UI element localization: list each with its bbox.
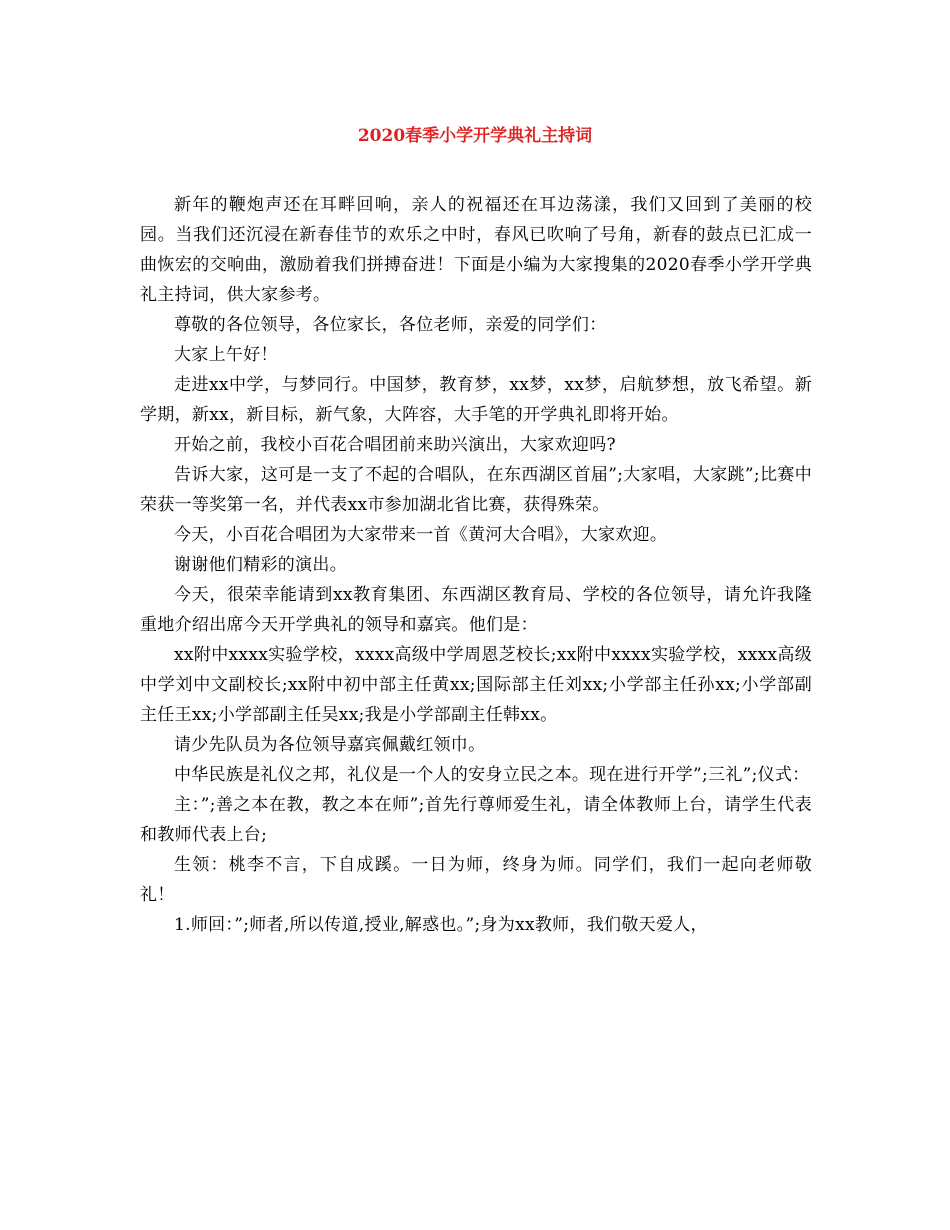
paragraph: 告诉大家，这可是一支了不起的合唱队，在东西湖区首届”;大家唱，大家跳”;比赛中荣获一等奖第一名，并代表xx市参加湖北省比赛，获得殊荣。 bbox=[140, 465, 812, 515]
paragraph: 今天，很荣幸能请到xx教育集团、东西湖区教育局、学校的各位领导，请允许我隆重地介绍出席今天开学典礼的领导和嘉宾。他们是： bbox=[140, 585, 812, 635]
paragraph: 1.师回：”;师者,所以传道,授业,解惑也。”;身为xx教师，我们敬天爱人， bbox=[174, 915, 708, 935]
paragraph: 中华民族是礼仪之邦，礼仪是一个人的安身立民之本。现在进行开学”;三礼”;仪式： bbox=[174, 765, 810, 785]
paragraph: 尊敬的各位领导，各位家长，各位老师，亲爱的同学们： bbox=[174, 315, 607, 335]
document-title: 2020春季小学开学典礼主持词 bbox=[357, 126, 593, 146]
paragraph: 新年的鞭炮声还在耳畔回响，亲人的祝福还在耳边荡漾，我们又回到了美丽的校园。当我们还沉浸在新春佳节的欢乐之中时，春风已吹响了号角，新春的鼓点已汇成一曲恢宏的交响曲，激励着我们拼搏奋进！下面是小编为大家搜集的2020春季小学开学典礼主持词，供大家参考。 bbox=[140, 195, 812, 305]
paragraph: 今天，小百花合唱团为大家带来一首《黄河大合唱》，大家欢迎。 bbox=[174, 525, 668, 545]
paragraph: 生领：桃李不言，下自成蹊。一日为师，终身为师。同学们，我们一起向老师敬礼！ bbox=[140, 855, 812, 905]
paragraph: 谢谢他们精彩的演出。 bbox=[174, 555, 347, 575]
document-body bbox=[140, 190, 812, 940]
paragraph: 请少先队员为各位领导嘉宾佩戴红领巾。 bbox=[174, 735, 486, 755]
paragraph: 开始之前，我校小百花合唱团前来助兴演出，大家欢迎吗? bbox=[174, 435, 616, 455]
paragraph: 走进xx中学，与梦同行。中国梦，教育梦，xx梦，xx梦，启航梦想，放飞希望。新学期，新xx，新目标，新气象，大阵容，大手笔的开学典礼即将开始。 bbox=[140, 375, 812, 425]
paragraph: 主：”;善之本在教，教之本在师”;首先行尊师爱生礼，请全体教师上台，请学生代表和教师代表上台; bbox=[140, 795, 812, 845]
paragraph: 大家上午好！ bbox=[174, 345, 278, 365]
paragraph: xx附中xxxx实验学校，xxxx高级中学周恩芝校长;xx附中xxxx实验学校，xxxx高级中学刘中文副校长;xx附中初中部主任黄xx;国际部主任刘xx;小学部主任孙xx;小学部副主任王xx;小学部副主任吴xx;我是小学部副主任韩xx。 bbox=[140, 645, 812, 725]
